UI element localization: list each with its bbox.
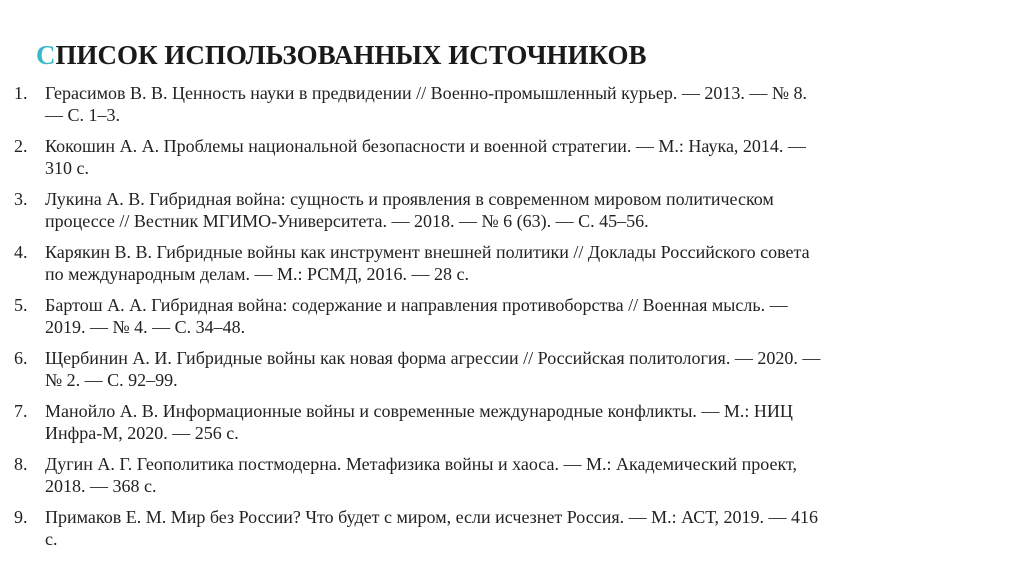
reference-text <box>45 453 975 497</box>
reference-line: Щербинин А. И. Гибридные войны как новая форма агрессии // Российская политология. — 2020. — <box>45 348 821 368</box>
reference-line: с. <box>45 529 58 549</box>
list-item <box>0 294 1024 341</box>
list-item <box>0 241 1024 288</box>
reference-number: 7. <box>14 401 28 421</box>
list-item <box>0 188 1024 235</box>
title-first-letter: С <box>36 40 56 70</box>
reference-line: процессе // Вестник МГИМО-Университета. — 2018. — № 6 (63). — С. 45–56. <box>45 211 649 231</box>
reference-number: 6. <box>14 348 28 368</box>
list-item <box>0 347 1024 394</box>
reference-line: № 2. — С. 92–99. <box>45 370 178 390</box>
reference-line: Дугин А. Г. Геополитика постмодерна. Метафизика войны и хаоса. — М.: Академический проект, <box>45 454 797 474</box>
list-item <box>0 453 1024 500</box>
reference-text <box>45 506 975 550</box>
reference-number: 3. <box>14 189 28 209</box>
list-item <box>0 135 1024 182</box>
reference-line: Бартош А. А. Гибридная война: содержание и направления противоборства // Военная мысль. — <box>45 295 788 315</box>
reference-text <box>45 241 975 285</box>
reference-line: 2019. — № 4. — С. 34–48. <box>45 317 246 337</box>
reference-line: Лукина А. В. Гибридная война: сущность и проявления в современном мировом политическом <box>45 189 774 209</box>
reference-line: Примаков Е. М. Мир без России? Что будет с миром, если исчезнет Россия. — М.: АСТ, 2019. — 416 <box>45 507 818 527</box>
reference-number: 2. <box>14 136 28 156</box>
list-item <box>0 506 1024 553</box>
reference-text <box>45 294 975 338</box>
reference-number: 9. <box>14 507 28 527</box>
reference-text <box>45 188 975 232</box>
list-item <box>0 82 1024 129</box>
reference-line: Карякин В. В. Гибридные войны как инструмент внешней политики // Доклады Российского совета <box>45 242 810 262</box>
reference-list <box>0 82 1024 559</box>
reference-number: 5. <box>14 295 28 315</box>
reference-number: 4. <box>14 242 28 262</box>
reference-text <box>45 347 975 391</box>
reference-line: Инфра-М, 2020. — 256 с. <box>45 423 239 443</box>
reference-text <box>45 135 975 179</box>
reference-number: 8. <box>14 454 28 474</box>
list-item <box>0 400 1024 447</box>
reference-number: 1. <box>14 83 28 103</box>
title-rest: ПИСОК ИСПОЛЬЗОВАННЫХ ИСТОЧНИКОВ <box>55 40 647 70</box>
reference-text <box>45 400 975 444</box>
reference-line: Манойло А. В. Информационные войны и современные международные конфликты. — М.: НИЦ <box>45 401 793 421</box>
reference-line: 310 с. <box>45 158 89 178</box>
reference-line: 2018. — 368 с. <box>45 476 157 496</box>
reference-line: Кокошин А. А. Проблемы национальной безопасности и военной стратегии. — М.: Наука, 2014. — <box>45 136 806 156</box>
reference-text <box>45 82 975 126</box>
reference-line: Герасимов В. В. Ценность науки в предвидении // Военно-промышленный курьер. — 2013. — № 8. <box>45 83 808 103</box>
reference-line: по международным делам. — М.: РСМД, 2016. — 28 с. <box>45 264 470 284</box>
page-title <box>36 38 646 72</box>
reference-line: — С. 1–3. <box>45 105 121 125</box>
